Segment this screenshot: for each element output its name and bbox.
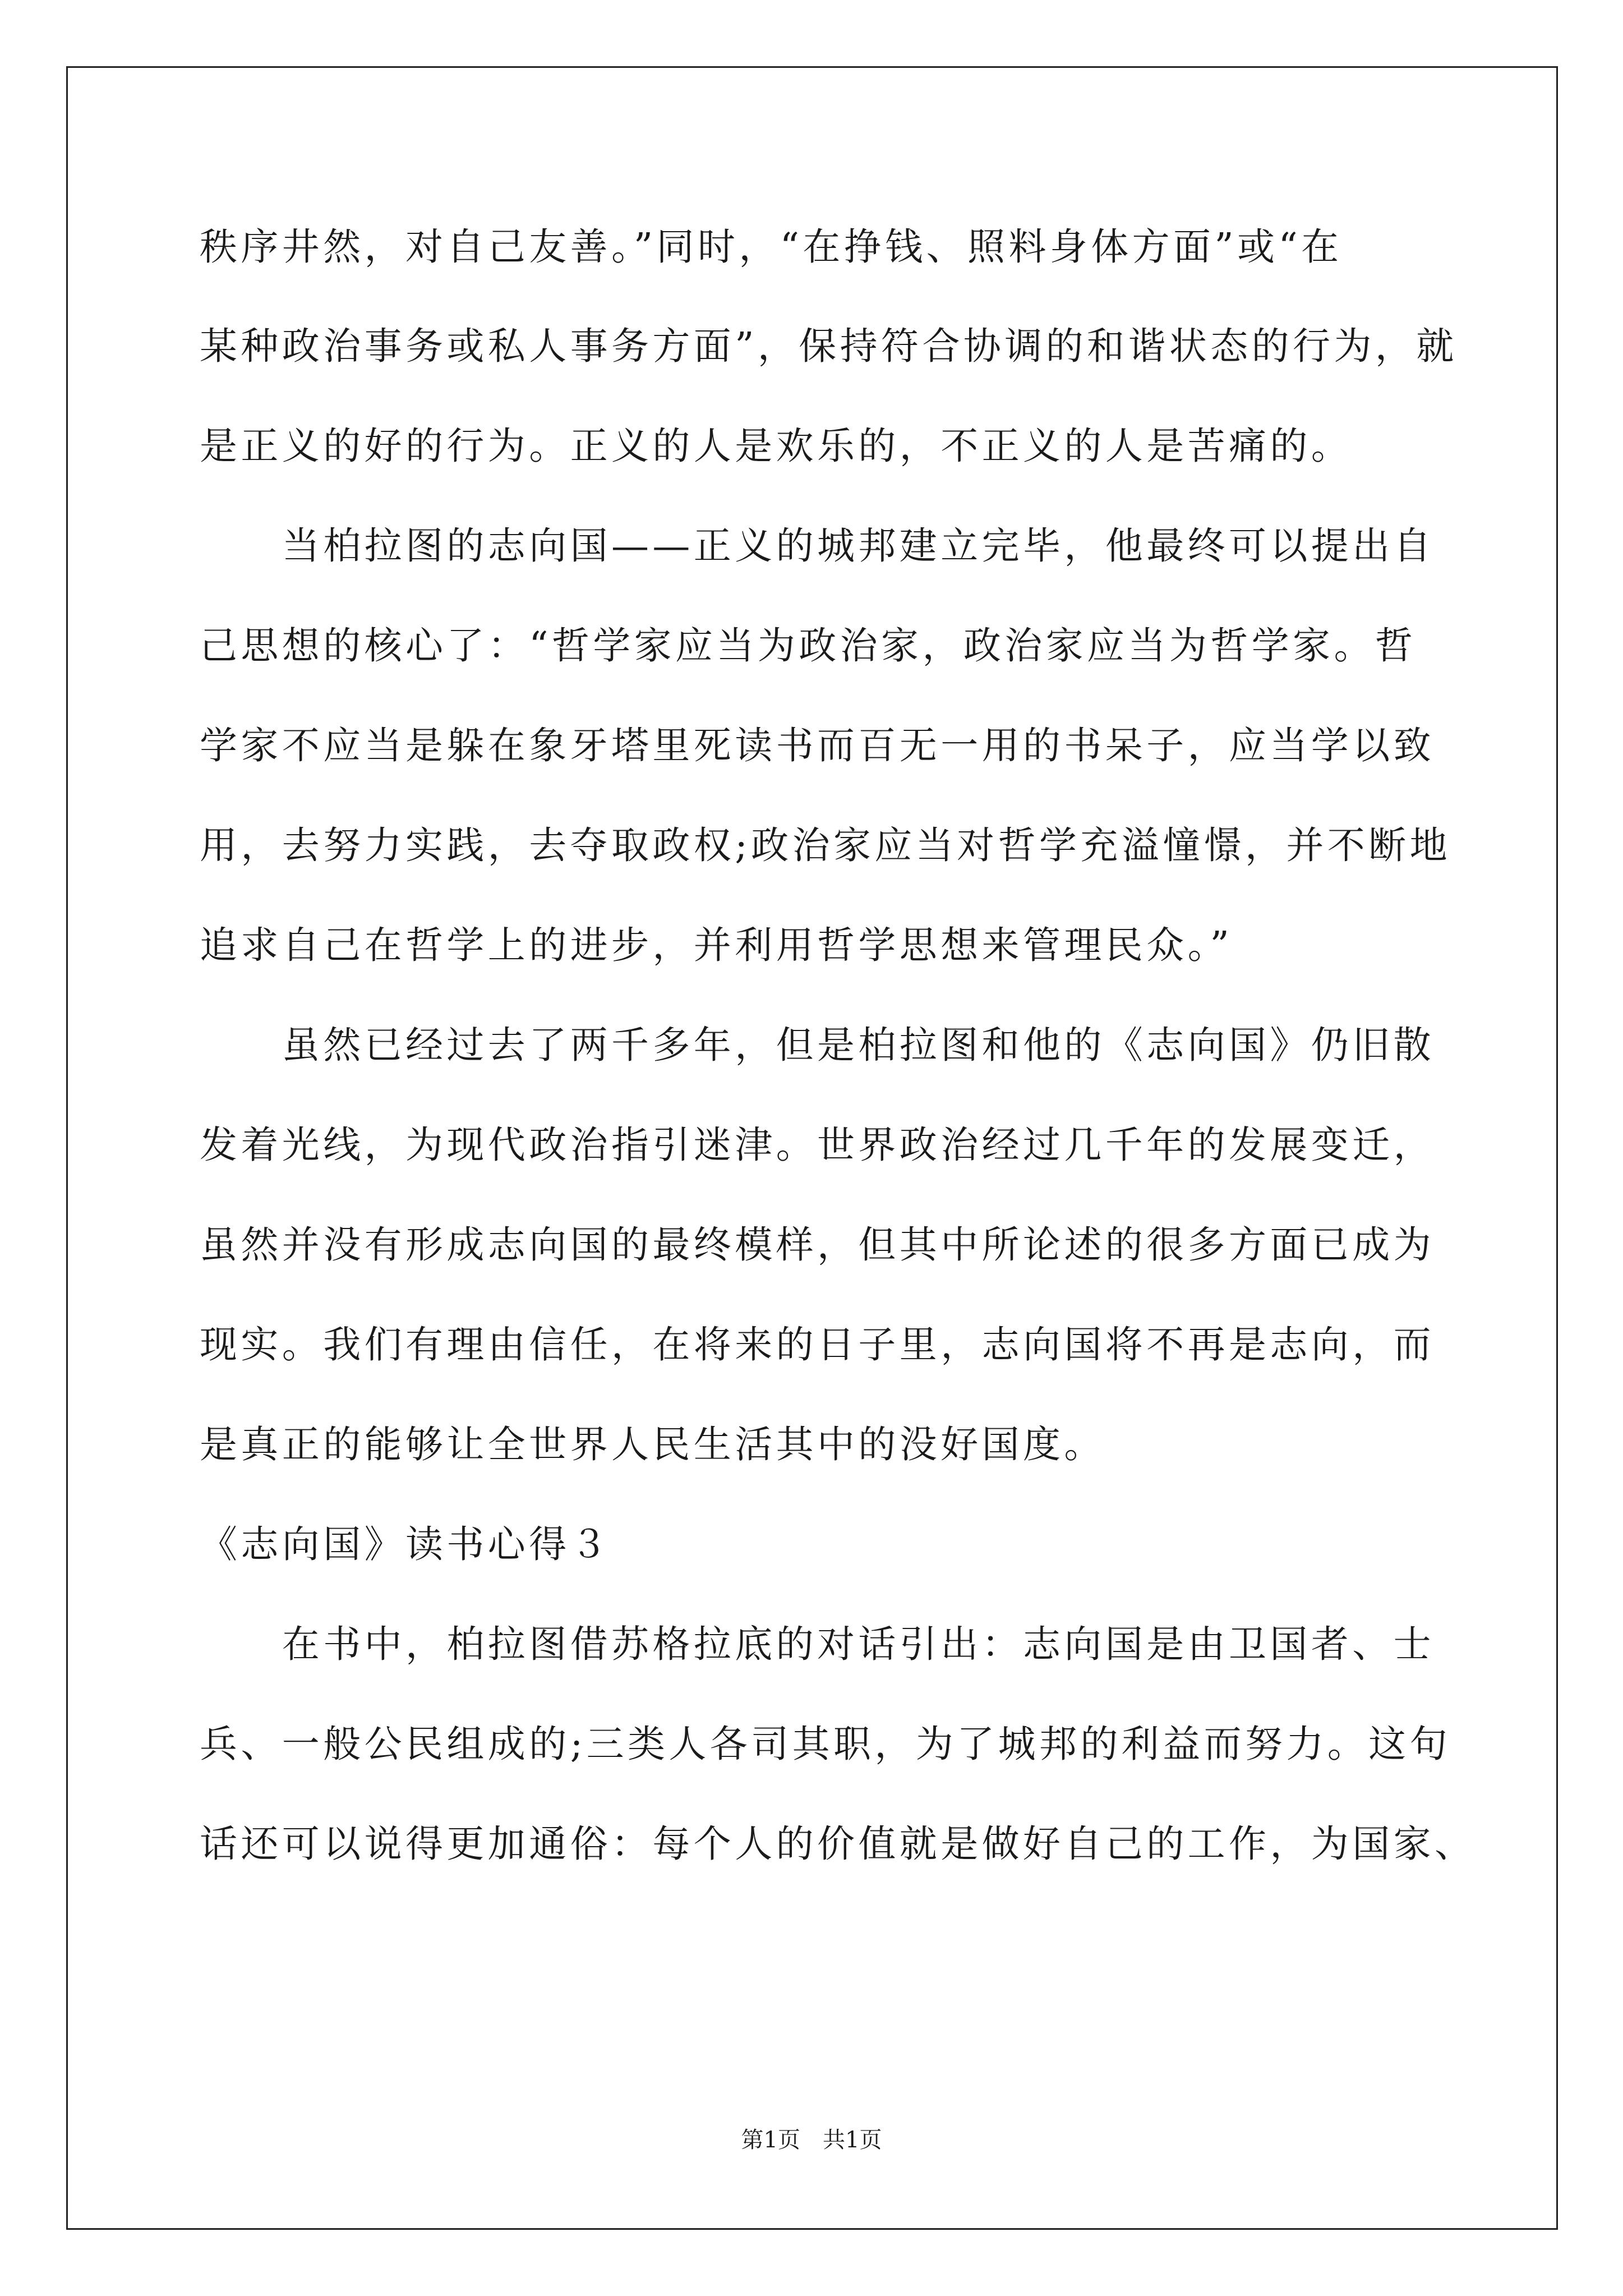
- section-heading: 《志向国》读书心得３: [200, 1522, 611, 1566]
- text-line: 当柏拉图的志向国——正义的城邦建立完毕，他最终可以提出自: [200, 524, 1435, 568]
- page-number: 第1页: [741, 2127, 800, 2153]
- text-line: 秩序井然，对自己友善。”同时，“在挣钱、照料身体方面”或“在: [200, 225, 1343, 269]
- text-line: 在书中，柏拉图借苏格拉底的对话引出：志向国是由卫国者、士: [200, 1622, 1435, 1666]
- text-line: 虽然并没有形成志向国的最终模样，但其中所论述的很多方面已成为: [200, 1223, 1435, 1267]
- text-line: 虽然已经过去了两千多年，但是柏拉图和他的《志向国》仍旧散: [200, 1023, 1435, 1067]
- text-line: 用，去努力实践，去夺取政权;政治家应当对哲学充溢憧憬，并不断地: [200, 823, 1451, 867]
- text-line: 话还可以说得更加通俗：每个人的价值就是做好自己的工作，为国家、: [200, 1822, 1476, 1866]
- text-line: 现实。我们有理由信任，在将来的日子里，志向国将不再是志向，而: [200, 1323, 1435, 1366]
- text-line: 发着光线，为现代政治指引迷津。世界政治经过几千年的发展变迁，: [200, 1123, 1435, 1167]
- page-footer: [0, 2126, 1623, 2154]
- page-total: 共1页: [823, 2127, 882, 2153]
- text-line: 是正义的好的行为。正义的人是欢乐的，不正义的人是苦痛的。: [200, 424, 1353, 468]
- text-line: 兵、一般公民组成的;三类人各司其职，为了城邦的利益而努力。这句: [200, 1722, 1451, 1766]
- text-line: 是真正的能够让全世界人民生活其中的没好国度。: [200, 1423, 1105, 1466]
- text-line: 学家不应当是躲在象牙塔里死读书而百无一用的书呆子，应当学以致: [200, 724, 1435, 767]
- text-line: 某种政治事务或私人事务方面”，保持符合协调的和谐状态的行为，就: [200, 324, 1458, 368]
- text-line: 追求自己在哲学上的进步，并利用哲学思想来管理民众。”: [200, 923, 1233, 967]
- text-line: 己思想的核心了：“哲学家应当为政治家，政治家应当为哲学家。哲: [200, 624, 1417, 668]
